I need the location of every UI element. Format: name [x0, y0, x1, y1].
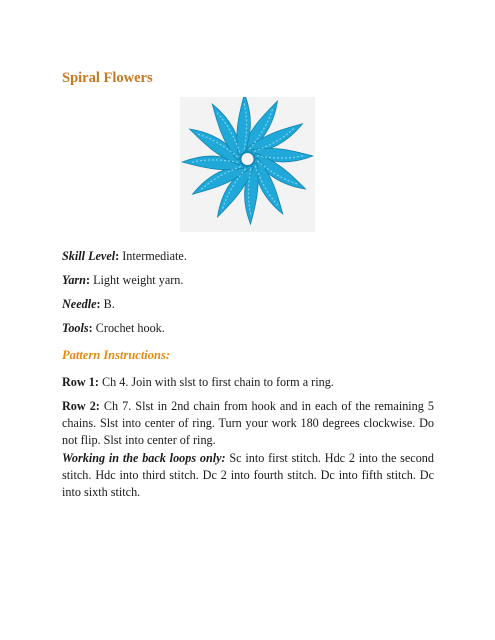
back-loops-instruction [62, 450, 434, 501]
page-title: Spiral Flowers [62, 70, 153, 86]
flower-photo [180, 97, 315, 232]
section-heading: Pattern Instructions: [62, 348, 171, 362]
crochet-flower-image [180, 97, 315, 232]
spec-skill-level: Skill Level: Intermediate. [62, 249, 187, 263]
spec-tools: Tools: Crochet hook. [62, 321, 165, 335]
spec-value: Intermediate. [119, 249, 187, 263]
spec-value: Light weight yarn. [90, 273, 184, 287]
row-1 [62, 374, 434, 391]
row-label: Working in the back loops only: [62, 451, 226, 465]
spec-label: Yarn [62, 273, 86, 287]
row-label: Row 2: [62, 399, 100, 413]
flower-center-ring [241, 152, 255, 166]
spec-value: B. [100, 297, 115, 311]
spec-yarn: Yarn: Light weight yarn. [62, 273, 184, 287]
row-label: Row 1: [62, 375, 99, 389]
row-2 [62, 398, 434, 449]
spec-value: Crochet hook. [92, 321, 165, 335]
row-text: Ch 4. Join with slst to first chain to form a ring. [98, 375, 334, 389]
row-text: Ch 7. Slst in 2nd chain from hook and in each of the remaining 5 chains. Slst into center of ring. Turn your work 180 degrees clockwise. Do not flip. Slst into center of ring. [62, 399, 434, 447]
spec-needle: Needle: B. [62, 297, 115, 311]
spec-label: Needle [62, 297, 97, 311]
row-text: Sc into first stitch. Hdc 2 into the second stitch. Hdc into third stitch. Dc 2 into fourth stitch. Dc into fifth stitch. Dc into sixth stitch. [62, 451, 434, 499]
spec-label: Tools [62, 321, 89, 335]
spec-label: Skill Level [62, 249, 116, 263]
